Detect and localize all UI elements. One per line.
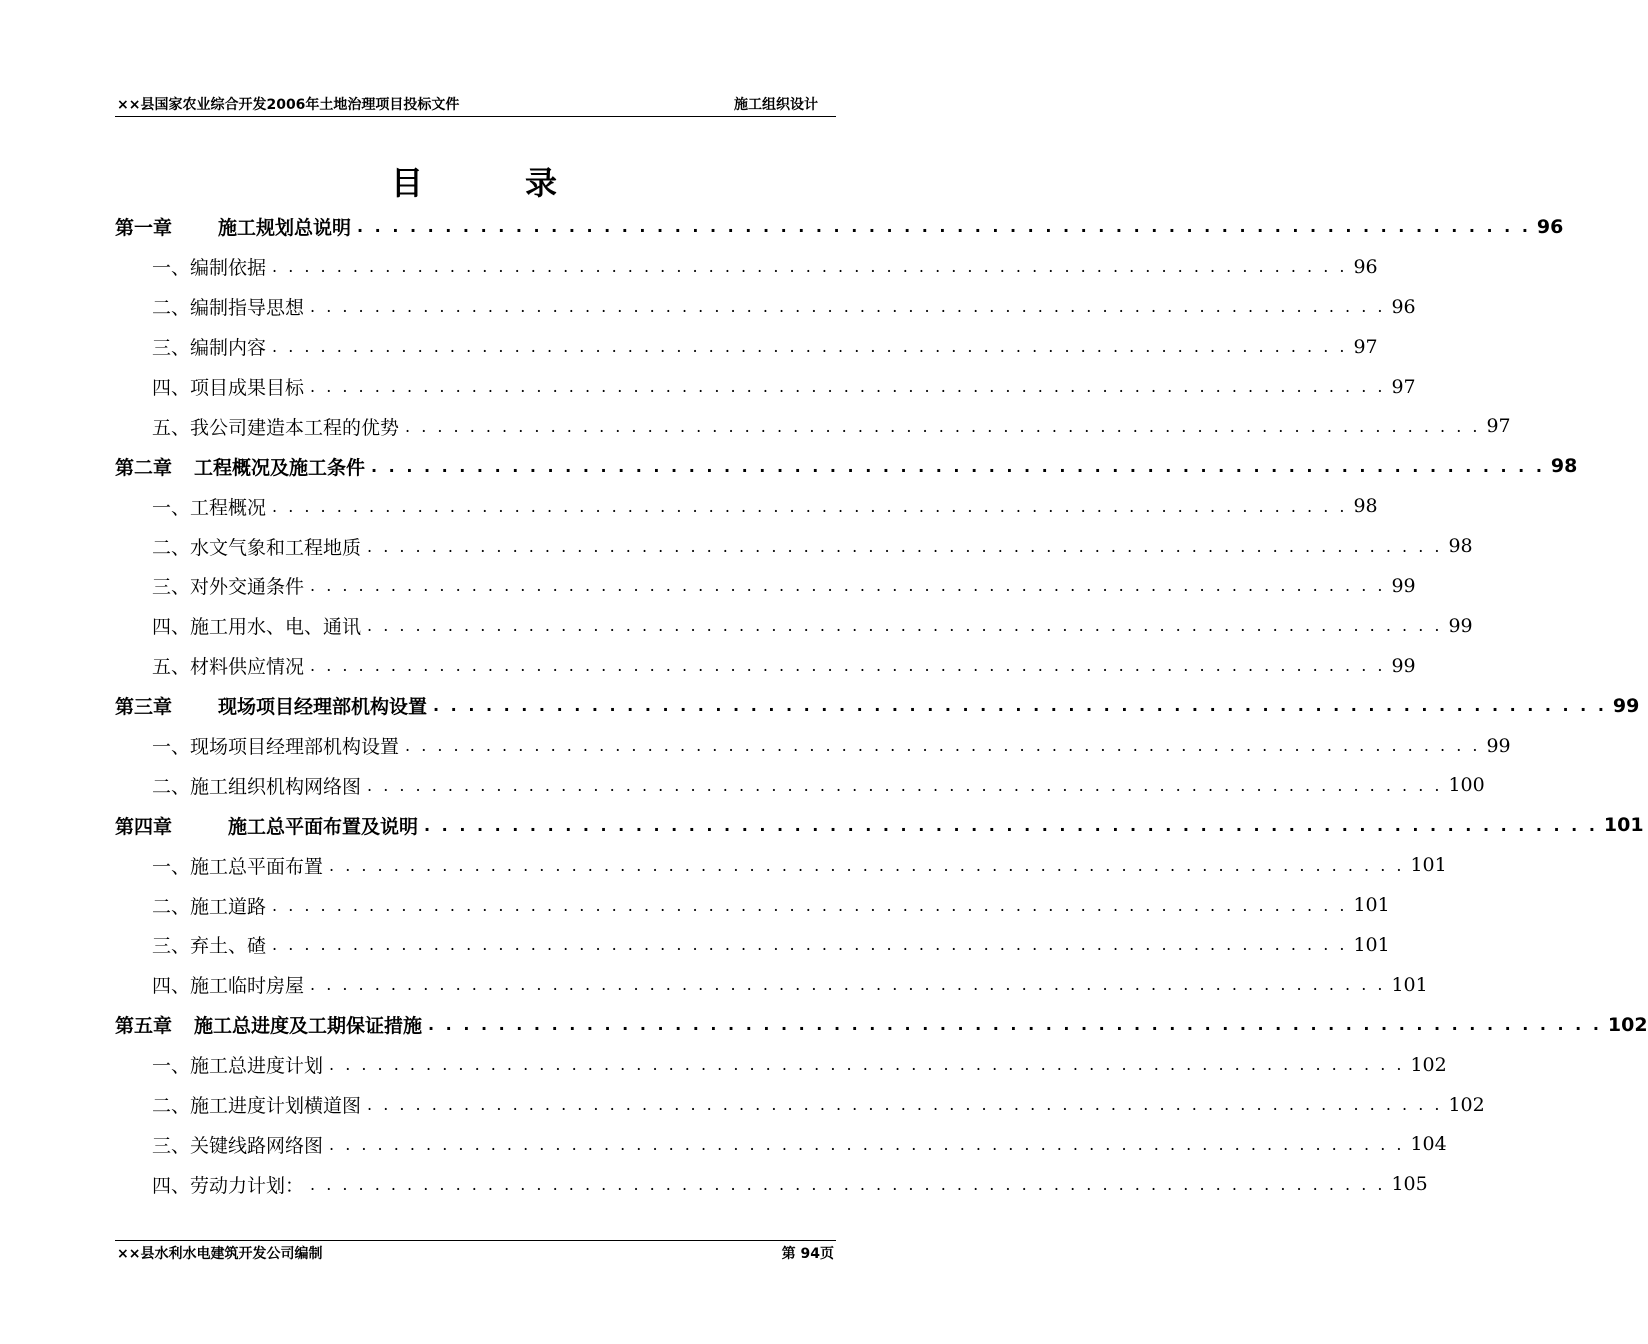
toc-entry-label: [115, 1011, 422, 1038]
toc-page-number: 99: [1391, 654, 1416, 677]
toc-entry-label: [115, 213, 351, 240]
toc-entry-label: 一、现场项目经理部机构设置: [152, 736, 400, 759]
toc-chapter-title: 工程概况及施工条件: [194, 456, 366, 479]
toc-chapter-title: 现场项目经理部机构设置: [218, 696, 428, 719]
page-footer: [115, 1240, 836, 1263]
toc-chapter-number: 第三章: [115, 696, 173, 719]
toc-section-entry[interactable]: [115, 287, 1416, 327]
toc-chapter-entry[interactable]: [115, 207, 1564, 247]
toc-page-number: 100: [1448, 774, 1485, 797]
toc-entry-label: 二、编制指导思想: [152, 297, 305, 320]
toc-leader-dots: . . . . . . . . . . . . . . . . . . . . . . . . . . . . . . . . . . . . . . . . . . . . . . . . . . . . . . . . . . . . . . . . . . .: [367, 775, 1443, 795]
toc-leader-dots: . . . . . . . . . . . . . . . . . . . . . . . . . . . . . . . . . . . . . . . . . . . . . . . . . . . . . . . . . . . . . . . . . . .: [310, 1174, 1386, 1194]
toc-section-entry[interactable]: [115, 965, 1428, 1005]
toc-section-entry[interactable]: [115, 247, 1378, 287]
toc-page-number: 101: [1410, 854, 1447, 877]
toc-entry-label: 一、工程概况: [152, 496, 267, 519]
toc-leader-dots: . . . . . . . . . . . . . . . . . . . . . . . . . . . . . . . . . . . . . . . . . . . . . . . . . . . . . . . . . . . . . . . . . . .: [405, 416, 1481, 436]
toc-section-entry[interactable]: [115, 845, 1447, 885]
toc-section-entry[interactable]: [115, 526, 1473, 566]
toc-entry-label: 二、施工道路: [152, 895, 267, 918]
toc-entry-label: 五、我公司建造本工程的优势: [152, 416, 400, 439]
toc-leader-dots: . . . . . . . . . . . . . . . . . . . . . . . . . . . . . . . . . . . . . . . . . . . . . . . . . . . . . . . . . . . . . . . . . . .: [272, 935, 1348, 955]
toc-leader-dots: . . . . . . . . . . . . . . . . . . . . . . . . . . . . . . . . . . . . . . . . . . . . . . . . . . . . . . . . . . . . . . . . . . .: [367, 536, 1443, 556]
toc-leader-dots: . . . . . . . . . . . . . . . . . . . . . . . . . . . . . . . . . . . . . . . . . . . . . . . . . . . . . . . . . . . . . . . . . . .: [310, 297, 1386, 317]
toc-chapter-title: 施工规划总说明: [218, 217, 352, 240]
toc-leader-dots: . . . . . . . . . . . . . . . . . . . . . . . . . . . . . . . . . . . . . . . . . . . . . . . . . . . . . . . . . . . . . . . . . . .: [329, 1055, 1405, 1075]
toc-chapter-entry[interactable]: [115, 1005, 1648, 1045]
toc-section-entry[interactable]: [115, 566, 1416, 606]
header-document-title: ××县国家农业综合开发2006年土地治理项目投标文件: [117, 97, 460, 113]
toc-page-number: 101: [1353, 933, 1390, 956]
toc-leader-dots: . . . . . . . . . . . . . . . . . . . . . . . . . . . . . . . . . . . . . . . . . . . . . . . . . . . . . . . . . . . . . . . . . . .: [357, 217, 1531, 237]
toc-entry-label: 二、水文气象和工程地质: [152, 536, 362, 559]
toc-leader-dots: . . . . . . . . . . . . . . . . . . . . . . . . . . . . . . . . . . . . . . . . . . . . . . . . . . . . . . . . . . . . . . . . . . .: [433, 696, 1607, 716]
toc-section-entry[interactable]: [115, 486, 1378, 526]
toc-section-entry[interactable]: [115, 367, 1416, 407]
toc-entry-label: [115, 453, 365, 480]
toc-leader-dots: . . . . . . . . . . . . . . . . . . . . . . . . . . . . . . . . . . . . . . . . . . . . . . . . . . . . . . . . . . . . . . . . . . .: [310, 377, 1386, 396]
toc-leader-dots: . . . . . . . . . . . . . . . . . . . . . . . . . . . . . . . . . . . . . . . . . . . . . . . . . . . . . . . . . . . . . . . . . . .: [428, 1015, 1602, 1035]
toc-page-number: 102: [1607, 1013, 1648, 1036]
toc-page-number: 104: [1410, 1133, 1447, 1156]
toc-leader-dots: . . . . . . . . . . . . . . . . . . . . . . . . . . . . . . . . . . . . . . . . . . . . . . . . . . . . . . . . . . . . . . . . . . .: [329, 1134, 1405, 1154]
toc-leader-dots: . . . . . . . . . . . . . . . . . . . . . . . . . . . . . . . . . . . . . . . . . . . . . . . . . . . . . . . . . . . . . . . . . . .: [405, 736, 1481, 756]
footer-page-number: 第 94页: [781, 1246, 834, 1262]
toc-chapter-title: 施工总进度及工期保证措施: [194, 1015, 423, 1038]
toc-page-number: 97: [1486, 415, 1511, 438]
toc-page-number: 101: [1603, 814, 1644, 837]
toc-leader-dots: . . . . . . . . . . . . . . . . . . . . . . . . . . . . . . . . . . . . . . . . . . . . . . . . . . . . . . . . . . . . . . . . . . .: [272, 496, 1348, 516]
toc-section-entry[interactable]: [115, 885, 1390, 925]
toc-page-number: 101: [1391, 973, 1428, 996]
toc-chapter-number: 第四章: [115, 815, 173, 838]
toc-section-entry[interactable]: [115, 327, 1378, 367]
toc-entry-label: 一、施工总进度计划: [152, 1055, 324, 1078]
toc-leader-dots: . . . . . . . . . . . . . . . . . . . . . . . . . . . . . . . . . . . . . . . . . . . . . . . . . . . . . . . . . . . . . . . . . . .: [310, 576, 1386, 596]
toc-section-entry[interactable]: [115, 1045, 1447, 1085]
toc-section-entry[interactable]: [115, 406, 1511, 446]
toc-section-entry[interactable]: [115, 606, 1473, 646]
toc-page-number: 96: [1353, 255, 1378, 278]
toc-page-number: 102: [1448, 1093, 1485, 1116]
toc-entry-label: 一、施工总平面布置: [152, 855, 324, 878]
toc-chapter-number: 第一章: [115, 217, 173, 240]
toc-section-entry[interactable]: [115, 726, 1511, 766]
toc-page-number: 97: [1353, 335, 1378, 358]
toc-leader-dots: . . . . . . . . . . . . . . . . . . . . . . . . . . . . . . . . . . . . . . . . . . . . . . . . . . . . . . . . . . . . . . . . . . .: [272, 337, 1348, 357]
toc-leader-dots: . . . . . . . . . . . . . . . . . . . . . . . . . . . . . . . . . . . . . . . . . . . . . . . . . . . . . . . . . . . . . . . . . . .: [310, 975, 1386, 995]
toc-page-number: 98: [1550, 455, 1578, 478]
toc-chapter-number: 第二章: [115, 456, 173, 479]
toc-section-entry[interactable]: [115, 1085, 1485, 1125]
toc-leader-dots: . . . . . . . . . . . . . . . . . . . . . . . . . . . . . . . . . . . . . . . . . . . . . . . . . . . . . . . . . . . . . . . . . . .: [367, 1095, 1443, 1115]
toc-page-number: 99: [1486, 734, 1511, 757]
toc-leader-dots: . . . . . . . . . . . . . . . . . . . . . . . . . . . . . . . . . . . . . . . . . . . . . . . . . . . . . . . . . . . . . . . . . . .: [329, 855, 1405, 875]
toc-section-entry[interactable]: [115, 1164, 1428, 1204]
toc-entry-label: 一、编制依据: [152, 257, 267, 280]
toc-section-entry[interactable]: [115, 765, 1485, 805]
toc-entry-label: [115, 812, 418, 839]
toc-page-number: 101: [1353, 894, 1390, 917]
toc-chapter-number: 第五章: [115, 1015, 173, 1038]
toc-title-char-2: 录: [525, 164, 560, 202]
footer-company: ××县水利水电建筑开发公司编制: [117, 1246, 323, 1262]
toc-entry-label: 四、施工用水、电、通讯: [152, 616, 362, 639]
toc-page-number: 99: [1391, 574, 1416, 597]
table-of-contents: [115, 207, 1648, 1204]
toc-chapter-entry[interactable]: [115, 686, 1640, 726]
toc-page-number: 98: [1353, 495, 1378, 518]
header-section-name: 施工组织设计: [734, 97, 818, 113]
toc-leader-dots: . . . . . . . . . . . . . . . . . . . . . . . . . . . . . . . . . . . . . . . . . . . . . . . . . . . . . . . . . . . . . . . . . . .: [272, 257, 1348, 277]
toc-entry-label: [115, 692, 427, 719]
toc-entry-label: 三、对外交通条件: [152, 576, 305, 599]
toc-page-number: 105: [1391, 1173, 1428, 1196]
toc-chapter-entry[interactable]: [115, 446, 1578, 486]
toc-page-number: 98: [1448, 535, 1473, 558]
toc-entry-label: 三、编制内容: [152, 337, 267, 360]
toc-title: [0, 158, 950, 204]
toc-page-number: 102: [1410, 1053, 1447, 1076]
toc-leader-dots: . . . . . . . . . . . . . . . . . . . . . . . . . . . . . . . . . . . . . . . . . . . . . . . . . . . . . . . . . . . . . . . . . . .: [424, 815, 1598, 835]
toc-leader-dots: . . . . . . . . . . . . . . . . . . . . . . . . . . . . . . . . . . . . . . . . . . . . . . . . . . . . . . . . . . . . . . . . . . .: [367, 616, 1443, 636]
toc-page-number: 96: [1391, 295, 1416, 318]
page-header: [115, 92, 836, 117]
toc-entry-label: 二、施工组织机构网络图: [152, 775, 362, 798]
toc-entry-label: 四、劳动力计划：: [152, 1174, 305, 1197]
toc-chapter-entry[interactable]: [115, 805, 1644, 845]
toc-chapter-title: 施工总平面布置及说明: [228, 815, 419, 838]
toc-leader-dots: . . . . . . . . . . . . . . . . . . . . . . . . . . . . . . . . . . . . . . . . . . . . . . . . . . . . . . . . . . . . . . . . . . .: [371, 456, 1545, 476]
toc-section-entry[interactable]: [115, 925, 1390, 965]
toc-page-number: 97: [1391, 375, 1416, 398]
toc-entry-label: 二、施工进度计划横道图: [152, 1095, 362, 1118]
toc-page-number: 96: [1536, 215, 1564, 238]
toc-section-entry[interactable]: [115, 646, 1416, 686]
toc-entry-label: 四、施工临时房屋: [152, 975, 305, 998]
toc-leader-dots: . . . . . . . . . . . . . . . . . . . . . . . . . . . . . . . . . . . . . . . . . . . . . . . . . . . . . . . . . . . . . . . . . . .: [310, 656, 1386, 676]
toc-entry-label: 四、项目成果目标: [152, 377, 305, 399]
toc-leader-dots: . . . . . . . . . . . . . . . . . . . . . . . . . . . . . . . . . . . . . . . . . . . . . . . . . . . . . . . . . . . . . . . . . . .: [272, 895, 1348, 915]
toc-entry-label: 五、材料供应情况: [152, 656, 305, 679]
toc-entry-label: 三、关键线路网络图: [152, 1134, 324, 1157]
toc-page-number: 99: [1612, 694, 1640, 717]
toc-title-char-1: 目: [390, 164, 425, 202]
toc-section-entry[interactable]: [115, 1124, 1447, 1164]
toc-entry-label: 三、弃土、碴: [152, 935, 267, 958]
toc-page-number: 99: [1448, 614, 1473, 637]
